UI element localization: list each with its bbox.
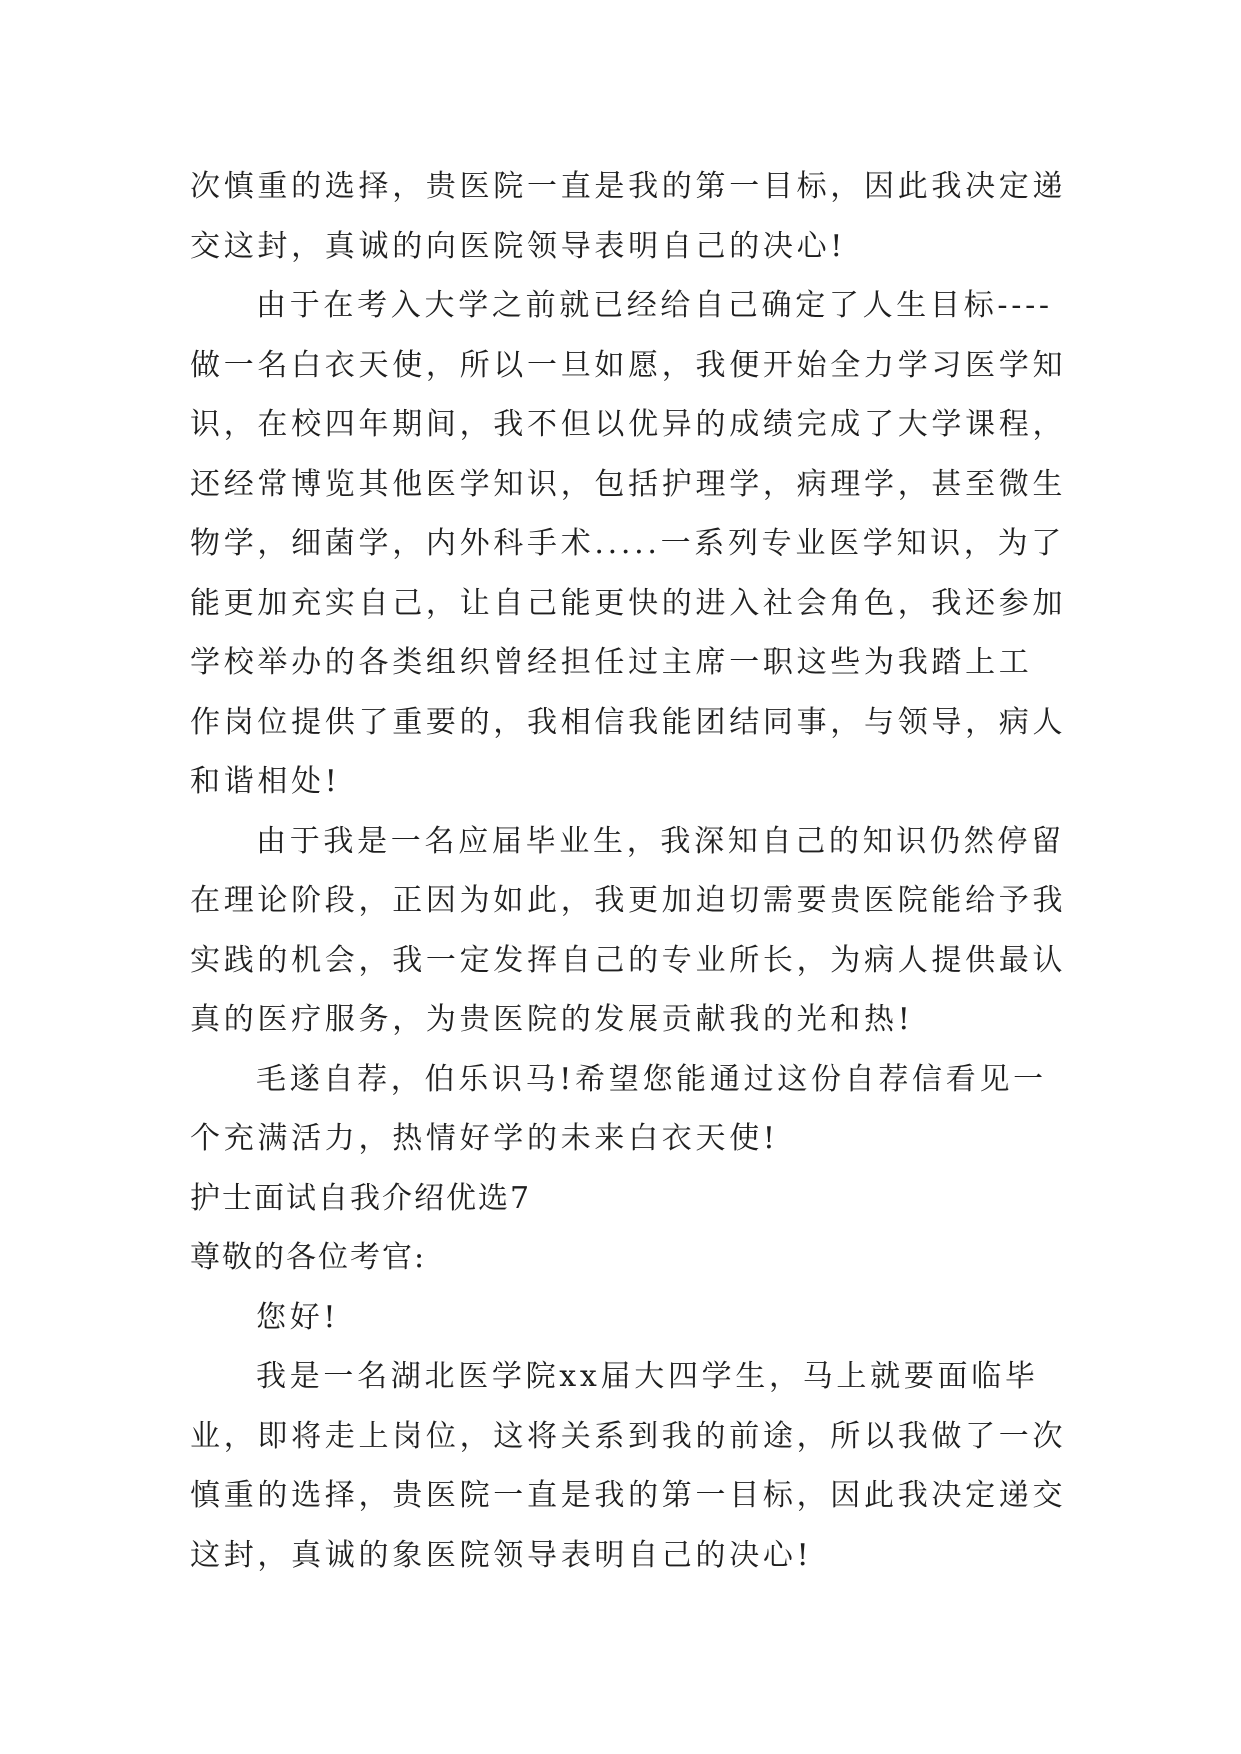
text-line: 还经常博览其他医学知识，包括护理学，病理学，甚至微生 [190,466,1067,502]
text-line: 作岗位提供了重要的，我相信我能团结同事，与领导，病人 [190,704,1067,740]
text-line: 在理论阶段，正因为如此，我更加迫切需要贵医院能给予我 [190,883,1067,918]
paragraph-start-line: 由于我是一名应届毕业生，我深知自己的知识仍然停留 [256,823,1065,859]
document-body [190,157,1067,1585]
text-line: 这封，真诚的象医院领导表明自己的决心! [190,1537,813,1573]
text-line: 个充满活力，热情好学的未来白衣天使! [190,1121,779,1156]
text-line: 学校举办的各类组织曾经担任过主席一职这些为我踏上工 [190,645,1033,680]
paragraph-start-line: 由于在考入大学之前就已经给自己确定了人生目标---- [256,288,1053,323]
paragraph-start-line: 毛遂自荐，伯乐识马!希望您能通过这份自荐信看见一 [256,1061,1047,1097]
text-line: 物学，细菌学，内外科手术.....一系列专业医学知识，为了 [190,526,1065,561]
greeting: 您好! [256,1299,340,1335]
salutation: 尊敬的各位考官: [190,1240,427,1275]
text-line: 能更加充实自己，让自己能更快的进入社会角色，我还参加 [190,585,1067,621]
paragraph-start-line: 我是一名湖北医学院xx届大四学生，马上就要面临毕 [256,1359,1039,1394]
text-line: 识，在校四年期间，我不但以优异的成绩完成了大学课程， [190,407,1067,442]
section-heading: 护士面试自我介绍优选7 [190,1180,532,1216]
text-line: 真的医疗服务，为贵医院的发展贡献我的光和热! [190,1002,914,1037]
text-line: 做一名白衣天使，所以一旦如愿，我便开始全力学习医学知 [190,347,1067,383]
text-line: 慎重的选择，贵医院一直是我的第一目标，因此我决定递交 [190,1478,1067,1513]
text-line: 业，即将走上岗位，这将关系到我的前途，所以我做了一次 [190,1418,1067,1454]
text-line: 和谐相处! [190,764,341,799]
text-line: 交这封，真诚的向医院领导表明自己的决心! [190,228,847,264]
text-line: 次慎重的选择，贵医院一直是我的第一目标，因此我决定递 [190,169,1067,204]
text-line: 实践的机会，我一定发挥自己的专业所长，为病人提供最认 [190,942,1067,978]
